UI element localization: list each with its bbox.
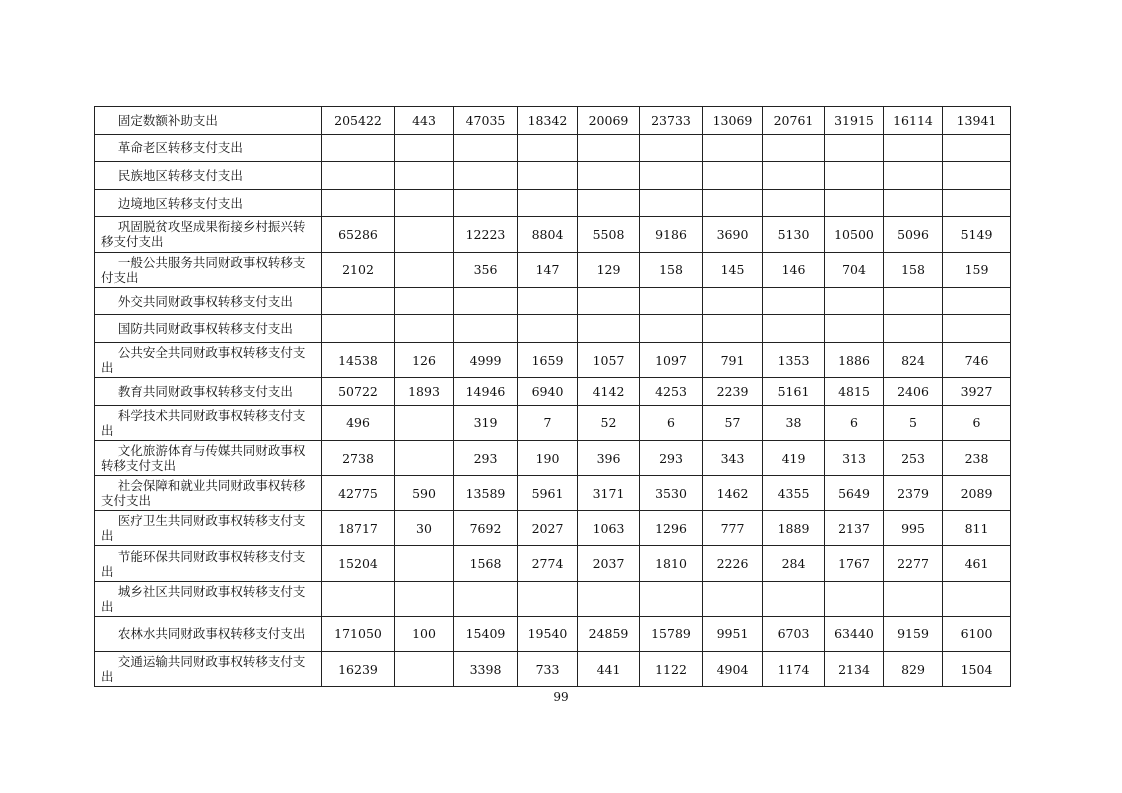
row-label: 文化旅游体育与传媒共同财政事权转移支付支出	[101, 443, 306, 473]
value-cell: 5508	[578, 217, 640, 252]
value-cell	[884, 134, 943, 162]
value-cell	[454, 162, 518, 190]
value-cell: 2406	[884, 378, 943, 406]
value-cell: 4253	[640, 378, 703, 406]
value-cell	[884, 581, 943, 616]
row-label: 国防共同财政事权转移支付支出	[117, 321, 293, 337]
value-cell: 18717	[322, 511, 395, 546]
value-cell	[825, 287, 884, 315]
page-number: 99	[553, 690, 569, 704]
value-cell: 57	[703, 405, 763, 440]
value-cell: 3530	[640, 476, 703, 511]
row-label-cell	[95, 217, 322, 252]
value-cell: 6100	[943, 616, 1011, 651]
value-cell: 19540	[518, 616, 578, 651]
value-cell: 2226	[703, 546, 763, 581]
value-cell	[322, 134, 395, 162]
table-row	[95, 652, 1011, 687]
value-cell: 13589	[454, 476, 518, 511]
value-cell: 42775	[322, 476, 395, 511]
value-cell	[395, 315, 454, 343]
value-cell: 3927	[943, 378, 1011, 406]
value-cell: 3690	[703, 217, 763, 252]
row-label-cell	[95, 511, 322, 546]
value-cell: 47035	[454, 107, 518, 135]
row-label-cell	[95, 107, 322, 135]
value-cell	[943, 581, 1011, 616]
value-cell: 14946	[454, 378, 518, 406]
value-cell: 2738	[322, 440, 395, 475]
value-cell: 811	[943, 511, 1011, 546]
row-label: 社会保障和就业共同财政事权转移支付支出	[101, 478, 306, 509]
table-row	[95, 189, 1011, 217]
value-cell: 9186	[640, 217, 703, 252]
value-cell: 4999	[454, 342, 518, 377]
value-cell	[454, 134, 518, 162]
table-row	[95, 546, 1011, 581]
value-cell	[395, 217, 454, 252]
value-cell	[395, 546, 454, 581]
table-row	[95, 440, 1011, 475]
value-cell: 100	[395, 616, 454, 651]
value-cell: 443	[395, 107, 454, 135]
value-cell	[943, 134, 1011, 162]
row-label-cell	[95, 287, 322, 315]
value-cell: 1893	[395, 378, 454, 406]
value-cell: 7	[518, 405, 578, 440]
value-cell	[825, 162, 884, 190]
table-row	[95, 378, 1011, 406]
value-cell: 441	[578, 652, 640, 687]
value-cell	[518, 162, 578, 190]
row-label: 科学技术共同财政事权转移支付支出	[101, 407, 306, 438]
row-label-cell	[95, 652, 322, 687]
value-cell: 1353	[763, 342, 825, 377]
value-cell: 284	[763, 546, 825, 581]
value-cell: 293	[454, 440, 518, 475]
value-cell: 6	[943, 405, 1011, 440]
table-row	[95, 511, 1011, 546]
value-cell	[518, 287, 578, 315]
value-cell	[578, 162, 640, 190]
value-cell: 38	[763, 405, 825, 440]
value-cell: 158	[640, 252, 703, 287]
value-cell: 3171	[578, 476, 640, 511]
value-cell: 995	[884, 511, 943, 546]
value-cell	[884, 189, 943, 217]
row-label: 外交共同财政事权转移支付支出	[117, 293, 293, 309]
value-cell: 2774	[518, 546, 578, 581]
value-cell: 6	[640, 405, 703, 440]
row-label: 革命老区转移支付支出	[117, 140, 243, 156]
value-cell	[703, 189, 763, 217]
value-cell: 4355	[763, 476, 825, 511]
value-cell: 2027	[518, 511, 578, 546]
value-cell: 205422	[322, 107, 395, 135]
value-cell: 496	[322, 405, 395, 440]
value-cell: 20761	[763, 107, 825, 135]
value-cell: 126	[395, 342, 454, 377]
value-cell	[703, 581, 763, 616]
value-cell	[454, 581, 518, 616]
value-cell: 1886	[825, 342, 884, 377]
value-cell	[825, 581, 884, 616]
value-cell	[943, 162, 1011, 190]
value-cell: 14538	[322, 342, 395, 377]
row-label-cell	[95, 616, 322, 651]
value-cell	[322, 162, 395, 190]
value-cell: 356	[454, 252, 518, 287]
value-cell: 2239	[703, 378, 763, 406]
value-cell	[884, 287, 943, 315]
row-label-cell	[95, 134, 322, 162]
row-label-cell	[95, 189, 322, 217]
table-row	[95, 252, 1011, 287]
value-cell	[395, 440, 454, 475]
row-label-cell	[95, 581, 322, 616]
value-cell: 24859	[578, 616, 640, 651]
value-cell: 15789	[640, 616, 703, 651]
value-cell: 171050	[322, 616, 395, 651]
value-cell	[884, 162, 943, 190]
value-cell	[640, 287, 703, 315]
value-cell	[763, 581, 825, 616]
value-cell: 2379	[884, 476, 943, 511]
value-cell: 1296	[640, 511, 703, 546]
value-cell: 8804	[518, 217, 578, 252]
value-cell: 7692	[454, 511, 518, 546]
value-cell: 129	[578, 252, 640, 287]
value-cell: 1504	[943, 652, 1011, 687]
value-cell: 2137	[825, 511, 884, 546]
table-row	[95, 134, 1011, 162]
row-label: 边境地区转移支付支出	[117, 195, 243, 211]
table-row	[95, 581, 1011, 616]
value-cell	[578, 315, 640, 343]
row-label-cell	[95, 162, 322, 190]
value-cell: 2037	[578, 546, 640, 581]
table-row	[95, 107, 1011, 135]
table-row	[95, 405, 1011, 440]
value-cell	[763, 315, 825, 343]
value-cell: 319	[454, 405, 518, 440]
value-cell: 18342	[518, 107, 578, 135]
value-cell: 5961	[518, 476, 578, 511]
value-cell: 1810	[640, 546, 703, 581]
value-cell: 396	[578, 440, 640, 475]
row-label-cell	[95, 315, 322, 343]
row-label: 公共安全共同财政事权转移支付支出	[101, 345, 306, 376]
value-cell	[395, 134, 454, 162]
table-row	[95, 217, 1011, 252]
value-cell: 16239	[322, 652, 395, 687]
value-cell	[518, 134, 578, 162]
value-cell: 777	[703, 511, 763, 546]
value-cell	[943, 287, 1011, 315]
value-cell: 1063	[578, 511, 640, 546]
value-cell: 1174	[763, 652, 825, 687]
row-label: 固定数额补助支出	[117, 112, 218, 128]
value-cell: 158	[884, 252, 943, 287]
value-cell: 1057	[578, 342, 640, 377]
table-row	[95, 616, 1011, 651]
value-cell: 313	[825, 440, 884, 475]
value-cell	[763, 134, 825, 162]
value-cell: 5649	[825, 476, 884, 511]
value-cell: 31915	[825, 107, 884, 135]
value-cell	[703, 315, 763, 343]
value-cell: 4904	[703, 652, 763, 687]
value-cell: 65286	[322, 217, 395, 252]
table-row	[95, 342, 1011, 377]
row-label: 巩固脱贫攻坚成果衔接乡村振兴转移支付支出	[101, 219, 306, 250]
value-cell: 2277	[884, 546, 943, 581]
row-label: 教育共同财政事权转移支付支出	[117, 383, 293, 399]
row-label: 民族地区转移支付支出	[117, 167, 243, 183]
value-cell	[395, 162, 454, 190]
value-cell: 6703	[763, 616, 825, 651]
value-cell	[322, 315, 395, 343]
value-cell	[518, 189, 578, 217]
row-label-cell	[95, 252, 322, 287]
row-label: 医疗卫生共同财政事权转移支付支出	[101, 513, 306, 544]
value-cell	[943, 189, 1011, 217]
value-cell: 9159	[884, 616, 943, 651]
value-cell	[454, 189, 518, 217]
value-cell	[825, 134, 884, 162]
value-cell: 1767	[825, 546, 884, 581]
value-cell: 3398	[454, 652, 518, 687]
value-cell: 12223	[454, 217, 518, 252]
value-cell: 824	[884, 342, 943, 377]
value-cell: 1889	[763, 511, 825, 546]
value-cell: 30	[395, 511, 454, 546]
value-cell: 4142	[578, 378, 640, 406]
value-cell: 16114	[884, 107, 943, 135]
value-cell: 461	[943, 546, 1011, 581]
value-cell	[395, 252, 454, 287]
value-cell	[640, 134, 703, 162]
value-cell: 419	[763, 440, 825, 475]
value-cell	[703, 162, 763, 190]
value-cell: 2089	[943, 476, 1011, 511]
value-cell: 147	[518, 252, 578, 287]
row-label-cell	[95, 476, 322, 511]
value-cell	[322, 189, 395, 217]
value-cell	[395, 287, 454, 315]
value-cell: 190	[518, 440, 578, 475]
value-cell	[518, 581, 578, 616]
value-cell	[703, 134, 763, 162]
value-cell: 253	[884, 440, 943, 475]
value-cell	[578, 189, 640, 217]
value-cell	[322, 581, 395, 616]
value-cell: 145	[703, 252, 763, 287]
value-cell	[395, 189, 454, 217]
value-cell	[454, 287, 518, 315]
value-cell: 52	[578, 405, 640, 440]
value-cell: 5161	[763, 378, 825, 406]
table-row	[95, 315, 1011, 343]
value-cell: 5	[884, 405, 943, 440]
value-cell: 5096	[884, 217, 943, 252]
value-cell: 6940	[518, 378, 578, 406]
value-cell: 590	[395, 476, 454, 511]
value-cell	[322, 287, 395, 315]
value-cell	[578, 581, 640, 616]
fiscal-transfer-table	[94, 106, 1011, 687]
value-cell: 23733	[640, 107, 703, 135]
row-label: 节能环保共同财政事权转移支付支出	[101, 548, 306, 579]
value-cell	[884, 315, 943, 343]
value-cell	[640, 189, 703, 217]
value-cell: 704	[825, 252, 884, 287]
value-cell: 2102	[322, 252, 395, 287]
row-label: 城乡社区共同财政事权转移支付支出	[101, 583, 306, 614]
value-cell: 15409	[454, 616, 518, 651]
value-cell: 9951	[703, 616, 763, 651]
value-cell: 5130	[763, 217, 825, 252]
value-cell	[825, 315, 884, 343]
value-cell	[395, 405, 454, 440]
table-row	[95, 287, 1011, 315]
value-cell	[640, 315, 703, 343]
row-label: 农林水共同财政事权转移支付支出	[117, 626, 306, 642]
value-cell	[703, 287, 763, 315]
value-cell	[395, 652, 454, 687]
table-row	[95, 162, 1011, 190]
value-cell: 343	[703, 440, 763, 475]
value-cell	[578, 134, 640, 162]
value-cell: 238	[943, 440, 1011, 475]
row-label: 交通运输共同财政事权转移支付支出	[101, 654, 306, 685]
row-label-cell	[95, 378, 322, 406]
value-cell: 1122	[640, 652, 703, 687]
value-cell: 5149	[943, 217, 1011, 252]
row-label-cell	[95, 405, 322, 440]
value-cell: 1659	[518, 342, 578, 377]
value-cell: 6	[825, 405, 884, 440]
value-cell: 10500	[825, 217, 884, 252]
table-row	[95, 476, 1011, 511]
value-cell: 146	[763, 252, 825, 287]
value-cell: 50722	[322, 378, 395, 406]
value-cell: 1568	[454, 546, 518, 581]
value-cell: 293	[640, 440, 703, 475]
value-cell	[763, 162, 825, 190]
value-cell	[943, 315, 1011, 343]
value-cell: 15204	[322, 546, 395, 581]
value-cell	[395, 581, 454, 616]
value-cell	[454, 315, 518, 343]
value-cell: 829	[884, 652, 943, 687]
value-cell: 20069	[578, 107, 640, 135]
row-label-cell	[95, 342, 322, 377]
value-cell: 4815	[825, 378, 884, 406]
value-cell	[640, 162, 703, 190]
value-cell: 13069	[703, 107, 763, 135]
row-label-cell	[95, 440, 322, 475]
row-label: 一般公共服务共同财政事权转移支付支出	[101, 254, 306, 285]
value-cell: 1097	[640, 342, 703, 377]
value-cell: 733	[518, 652, 578, 687]
value-cell	[578, 287, 640, 315]
value-cell: 2134	[825, 652, 884, 687]
value-cell: 791	[703, 342, 763, 377]
value-cell	[640, 581, 703, 616]
row-label-cell	[95, 546, 322, 581]
value-cell	[825, 189, 884, 217]
value-cell	[763, 287, 825, 315]
value-cell	[763, 189, 825, 217]
value-cell: 746	[943, 342, 1011, 377]
value-cell	[518, 315, 578, 343]
value-cell: 159	[943, 252, 1011, 287]
value-cell: 13941	[943, 107, 1011, 135]
value-cell: 1462	[703, 476, 763, 511]
value-cell: 63440	[825, 616, 884, 651]
